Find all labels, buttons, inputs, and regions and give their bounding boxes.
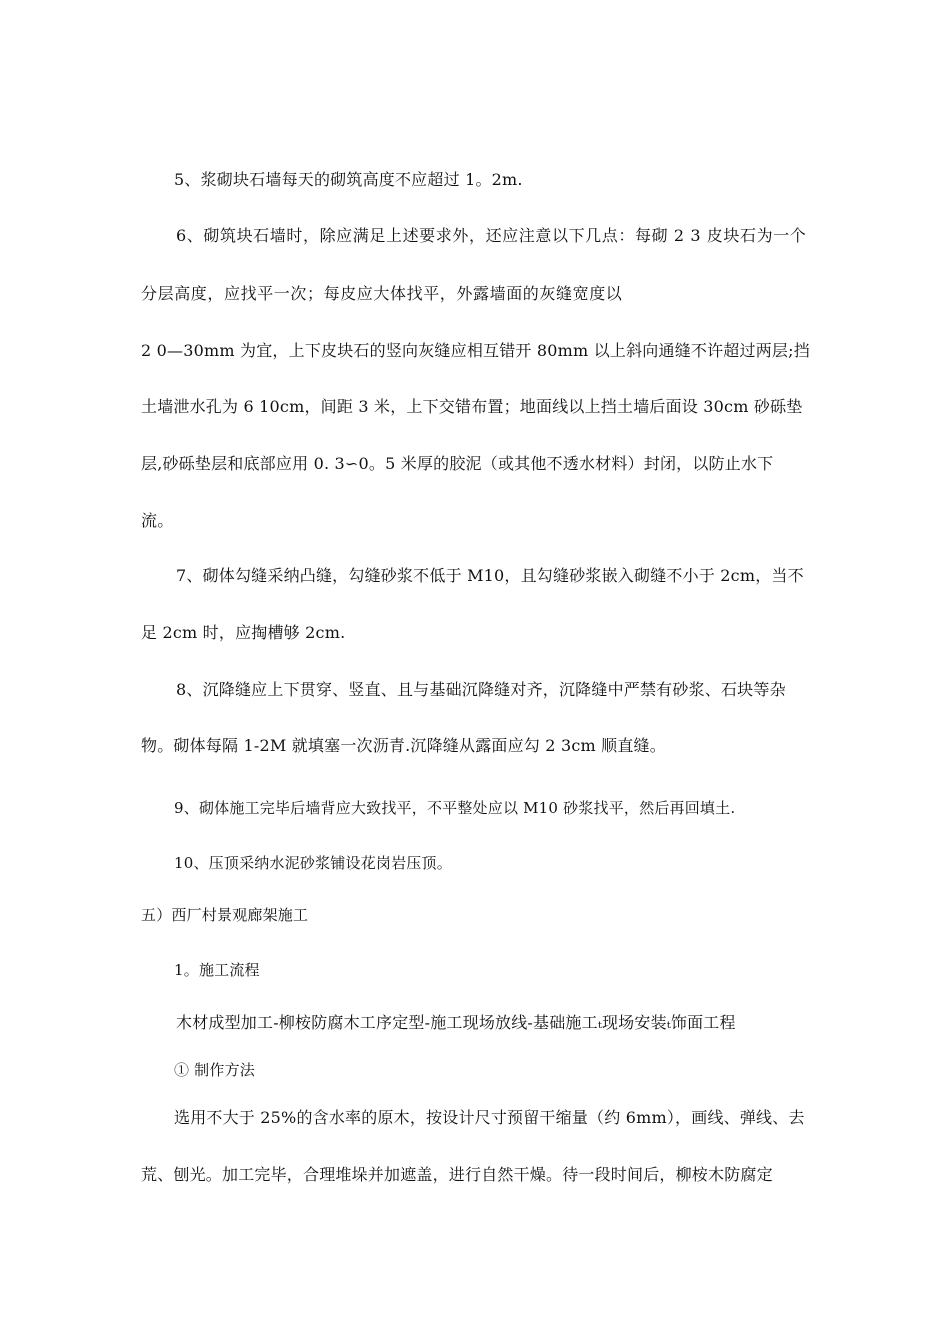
paragraph-6-line-1: 6、砌筑块石墙时，除应满足上述要求外，还应注意以下几点：每砌 2 3 皮块石为一个: [176, 226, 807, 245]
subheading-construction-process: 1。施工流程: [174, 961, 260, 979]
process-flow: 木材成型加工-柳桉防腐木工序定型-施工现场放线-基础施工ₜ现场安装ₜ饰面工程: [176, 1013, 736, 1032]
subheading-production-method: ① 制作方法: [174, 1061, 255, 1079]
paragraph-7-line-2: 足 2cm 时，应掏槽够 2cm.: [141, 623, 346, 642]
paragraph-6-line-2: 分层高度，应找平一次；每皮应大体找平，外露墙面的灰缝宽度以: [141, 284, 623, 303]
paragraph-7-line-1: 7、砌体勾缝采纳凸缝，勾缝砂浆不低于 M10，且勾缝砂浆嵌入砌缝不小于 2cm，当不: [176, 566, 804, 585]
paragraph-5: 5、浆砌块石墙每天的砌筑高度不应超过 1。2m.: [174, 170, 523, 189]
paragraph-6-line-5: 层,砂砾垫层和底部应用 0. 3∽0。5 米厚的胶泥（或其他不透水材料）封闭，以防止水下: [141, 454, 774, 473]
method-paragraph-line-1: 选用不大于 25%的含水率的原木，按设计尺寸预留干缩量（约 6mm），画线、弹线、去: [174, 1108, 805, 1127]
paragraph-10: 10、压顶采纳水泥砂浆铺设花岗岩压顶。: [174, 854, 452, 872]
paragraph-9: 9、砌体施工完毕后墙背应大致找平，不平整处应以 M10 砂浆找平，然后再回填土.: [174, 799, 736, 817]
paragraph-8-line-2: 物。砌体每隔 1-2M 就填塞一次沥青.沉降缝从露面应勾 2 3cm 顺直缝。: [141, 736, 666, 755]
paragraph-6-line-6: 流。: [141, 511, 174, 530]
paragraph-8-line-1: 8、沉降缝应上下贯穿、竖直、且与基础沉降缝对齐，沉降缝中严禁有砂浆、石块等杂: [176, 680, 786, 699]
paragraph-6-line-3: 2 0—30mm 为宜，上下皮块石的竖向灰缝应相互错开 80mm 以上斜向通缝不许超过两层;挡: [141, 341, 810, 360]
section-heading: 五）西厂村景观廊架施工: [141, 906, 309, 924]
method-paragraph-line-2: 荒、刨光。加工完毕，合理堆垛并加遮盖，进行自然干燥。待一段时间后，柳桉木防腐定: [141, 1165, 773, 1184]
paragraph-6-line-4: 土墙泄水孔为 6 10cm，间距 3 米，上下交错布置；地面线以上挡土墙后面设 30cm 砂砾垫: [141, 397, 803, 416]
